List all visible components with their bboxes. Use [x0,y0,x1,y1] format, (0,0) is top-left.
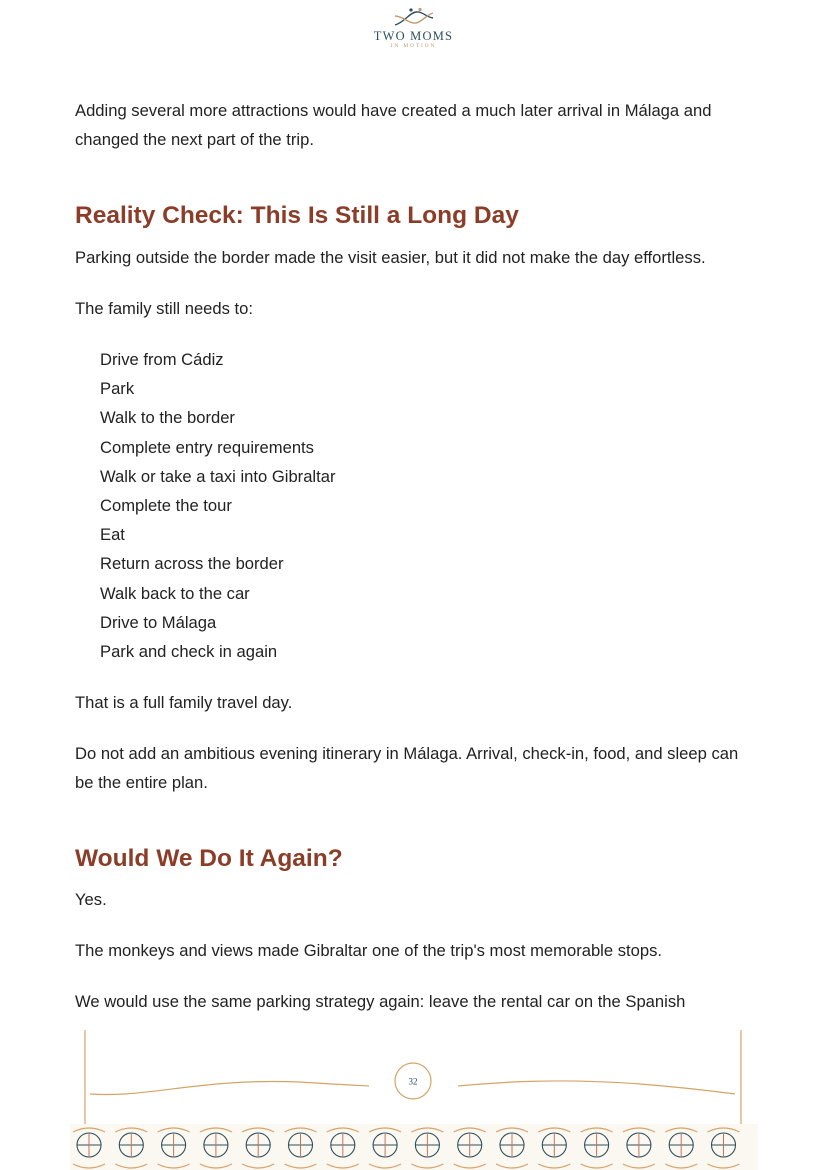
list-item: Eat [100,525,125,545]
section-heading-would-we-do-it-again: Would We Do It Again? [75,845,343,873]
footer-ornament [0,1028,827,1170]
logo-name: TWO MOMS [373,29,454,43]
page-footer [0,1028,827,1170]
paragraph: Yes. [75,890,107,910]
logo-swirl-icon [389,6,439,28]
paragraph: That is a full family travel day. [75,693,293,713]
list-item: Drive to Málaga [100,612,217,632]
list-item: Walk back to the car [100,583,250,603]
logo-tagline: IN MOTION [390,43,437,49]
list-item: Walk to the border [100,408,235,428]
paragraph: Do not add an ambitious evening itinerary in Málaga. Arrival, check-in, food, and sleep can be the entire plan. [75,744,739,793]
intro-paragraph: Adding several more attractions would have created a much later arrival in Málaga and changed the next part of the trip. [75,101,712,149]
paragraph: Parking outside the border made the visit easier, but it did not make the day effortless. [75,248,706,267]
logo [360,6,467,62]
page-number: 32 [408,1076,418,1087]
list-item: Park [100,379,135,399]
list-item: Complete entry requirements [100,437,314,457]
list-item: Return across the border [100,554,284,574]
section-heading-reality-check: Reality Check: This Is Still a Long Day [75,202,519,229]
paragraph: The monkeys and views made Gibraltar one of the trip's most memorable stops. [75,941,662,961]
document-body [75,96,755,1016]
paragraph: We would use the same parking strategy again: leave the rental car on the Spanish [75,992,686,1012]
list-item: Complete the tour [100,496,232,516]
list-item: Park and check in again [100,642,278,662]
steps-list [75,345,755,666]
paragraph: The family still needs to: [75,299,253,318]
list-item: Walk or take a taxi into Gibraltar [100,466,336,486]
list-item: Drive from Cádiz [100,350,224,369]
